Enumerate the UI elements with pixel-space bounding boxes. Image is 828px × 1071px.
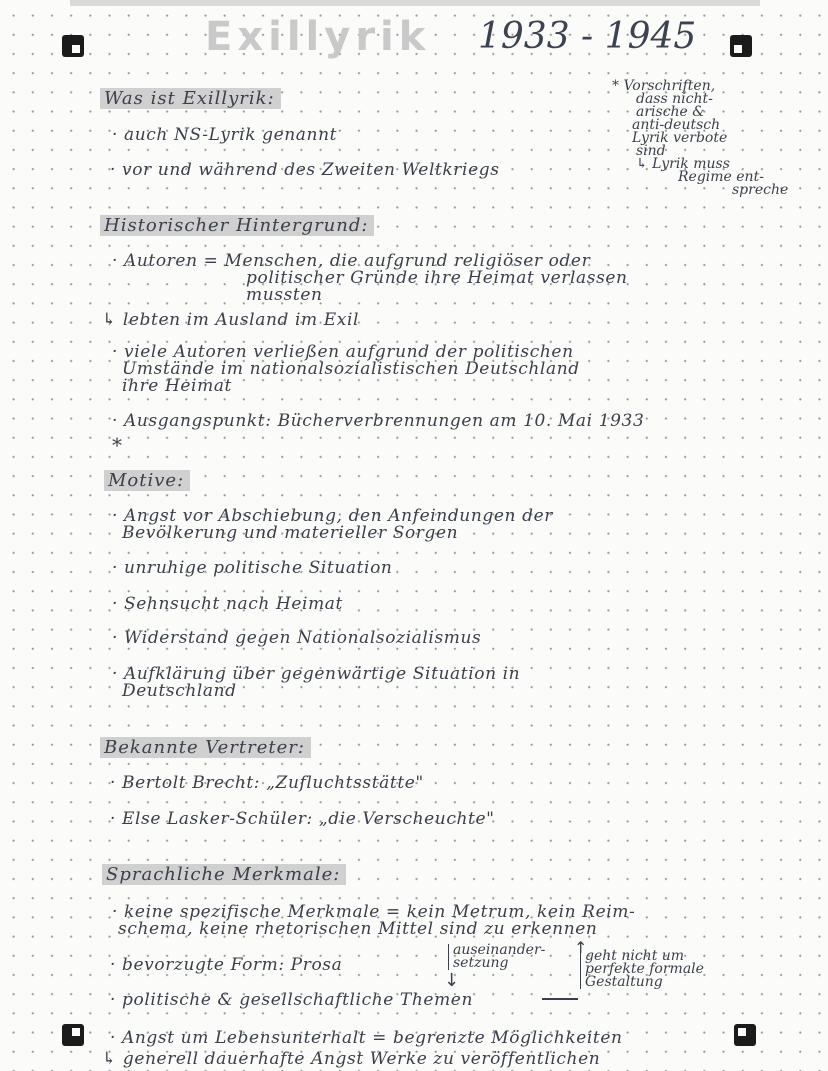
side-note (612, 80, 827, 197)
was-ist-item-2: · vor und während des Zweiten Weltkriegs (110, 160, 500, 180)
ausgangspunkt-line: · Ausgangspunkt: Bücherverbrennungen am 10. Mai 1933 (112, 411, 645, 431)
side-note-line: * Vorschriften, (612, 78, 716, 94)
corner-marker-bottom-right (734, 1024, 756, 1046)
page-top-edge (70, 0, 760, 6)
note-b-line-3: Gestaltung (585, 974, 663, 990)
side-note-line: Lyrik verbote (632, 130, 728, 146)
merkmale-item-1-line-1: · keine spezifische Merkmale = kein Metrum, kein Reim- (112, 902, 636, 922)
autoren-line-2: politischer Gründe ihre Heimat verlassen (246, 268, 628, 288)
motive-item-5-line-1: · Aufklärung über gegenwärtige Situation in (112, 664, 521, 684)
side-note-line: anti-deutsch (632, 117, 721, 133)
side-note-line: Regime ent- (678, 169, 764, 185)
arrow-up-icon: ↑ (574, 938, 588, 957)
note-a-line-2: setzung (453, 955, 509, 971)
was-ist-item-1: · auch NS-Lyrik genannt (112, 125, 338, 145)
heading-merkmale: Sprachliche Merkmale: (102, 864, 346, 885)
heading-was-ist: Was ist Exillyrik: (100, 88, 281, 109)
vertreter-item-2: · Else Lasker-Schüler: „die Verscheuchte" (110, 809, 495, 829)
merkmale-item-5: ↳ generell dauerhafte Angst Werke zu veröffentlichen (102, 1049, 601, 1069)
note-b-line-2: perfekte formale (585, 961, 704, 977)
corner-marker-bottom-left (62, 1024, 84, 1046)
motive-item-3: · Sehnsucht nach Heimat (112, 594, 343, 614)
corner-marker-top-right (730, 35, 752, 57)
note-b-line-1: geht nicht um (585, 948, 685, 964)
heading-motive: Motive: (104, 470, 190, 491)
merkmale-item-2: · bevorzugte Form: Prosa (110, 955, 343, 975)
viele-autoren-line-3: ihre Heimat (122, 376, 232, 396)
autoren-line-1: · Autoren = Menschen, die aufgrund religiöser oder (112, 251, 591, 271)
side-note-line: spreche (732, 182, 789, 198)
page-years: 1933 - 1945 (478, 16, 697, 57)
asterisk-marker: * (112, 433, 123, 457)
motive-item-2: · unruhige politische Situation (112, 558, 393, 578)
note-auseinandersetzung (448, 944, 545, 970)
heading-hintergrund: Historischer Hintergrund: (100, 215, 374, 236)
arrow-down-icon: ↓ (444, 970, 460, 991)
vertreter-item-1: · Bertolt Brecht: „Zufluchtsstätte" (110, 773, 424, 793)
viele-autoren-line-2: Umstände im nationalsozialistischen Deutschland (122, 359, 580, 379)
exil-line: ↳ lebten im Ausland im Exil (102, 310, 360, 330)
side-note-line: dass nicht- (636, 91, 713, 107)
motive-item-4: · Widerstand gegen Nationalsozialismus (112, 628, 482, 648)
autoren-line-3: mussten (246, 285, 323, 305)
merkmale-item-3: · politische & gesellschaftliche Themen (110, 990, 474, 1010)
connector-line (542, 998, 578, 1000)
side-note-line: arische & (636, 104, 705, 120)
heading-vertreter: Bekannte Vertreter: (100, 737, 311, 758)
motive-item-5-line-2: Deutschland (122, 681, 237, 701)
merkmale-item-4: · Angst um Lebensunterhalt = begrenzte Möglichkeiten (110, 1028, 623, 1048)
viele-autoren-line-1: · viele Autoren verließen aufgrund der politischen (112, 342, 574, 362)
side-note-line: ↳ Lyrik muss (636, 156, 730, 172)
side-note-line: sind (636, 143, 666, 159)
note-gestaltung (580, 950, 704, 989)
motive-item-1-line-2: Bevölkerung und materieller Sorgen (122, 523, 459, 543)
note-a-line-1: auseinander- (453, 942, 546, 958)
merkmale-item-1-line-2: schema, keine rhetorischen Mittel sind zu erkennen (118, 919, 598, 939)
corner-marker-top-left (62, 35, 84, 57)
page-title: Exillyrik (205, 14, 431, 60)
motive-item-1-line-1: · Angst vor Abschiebung, den Anfeindungen der (112, 506, 553, 526)
